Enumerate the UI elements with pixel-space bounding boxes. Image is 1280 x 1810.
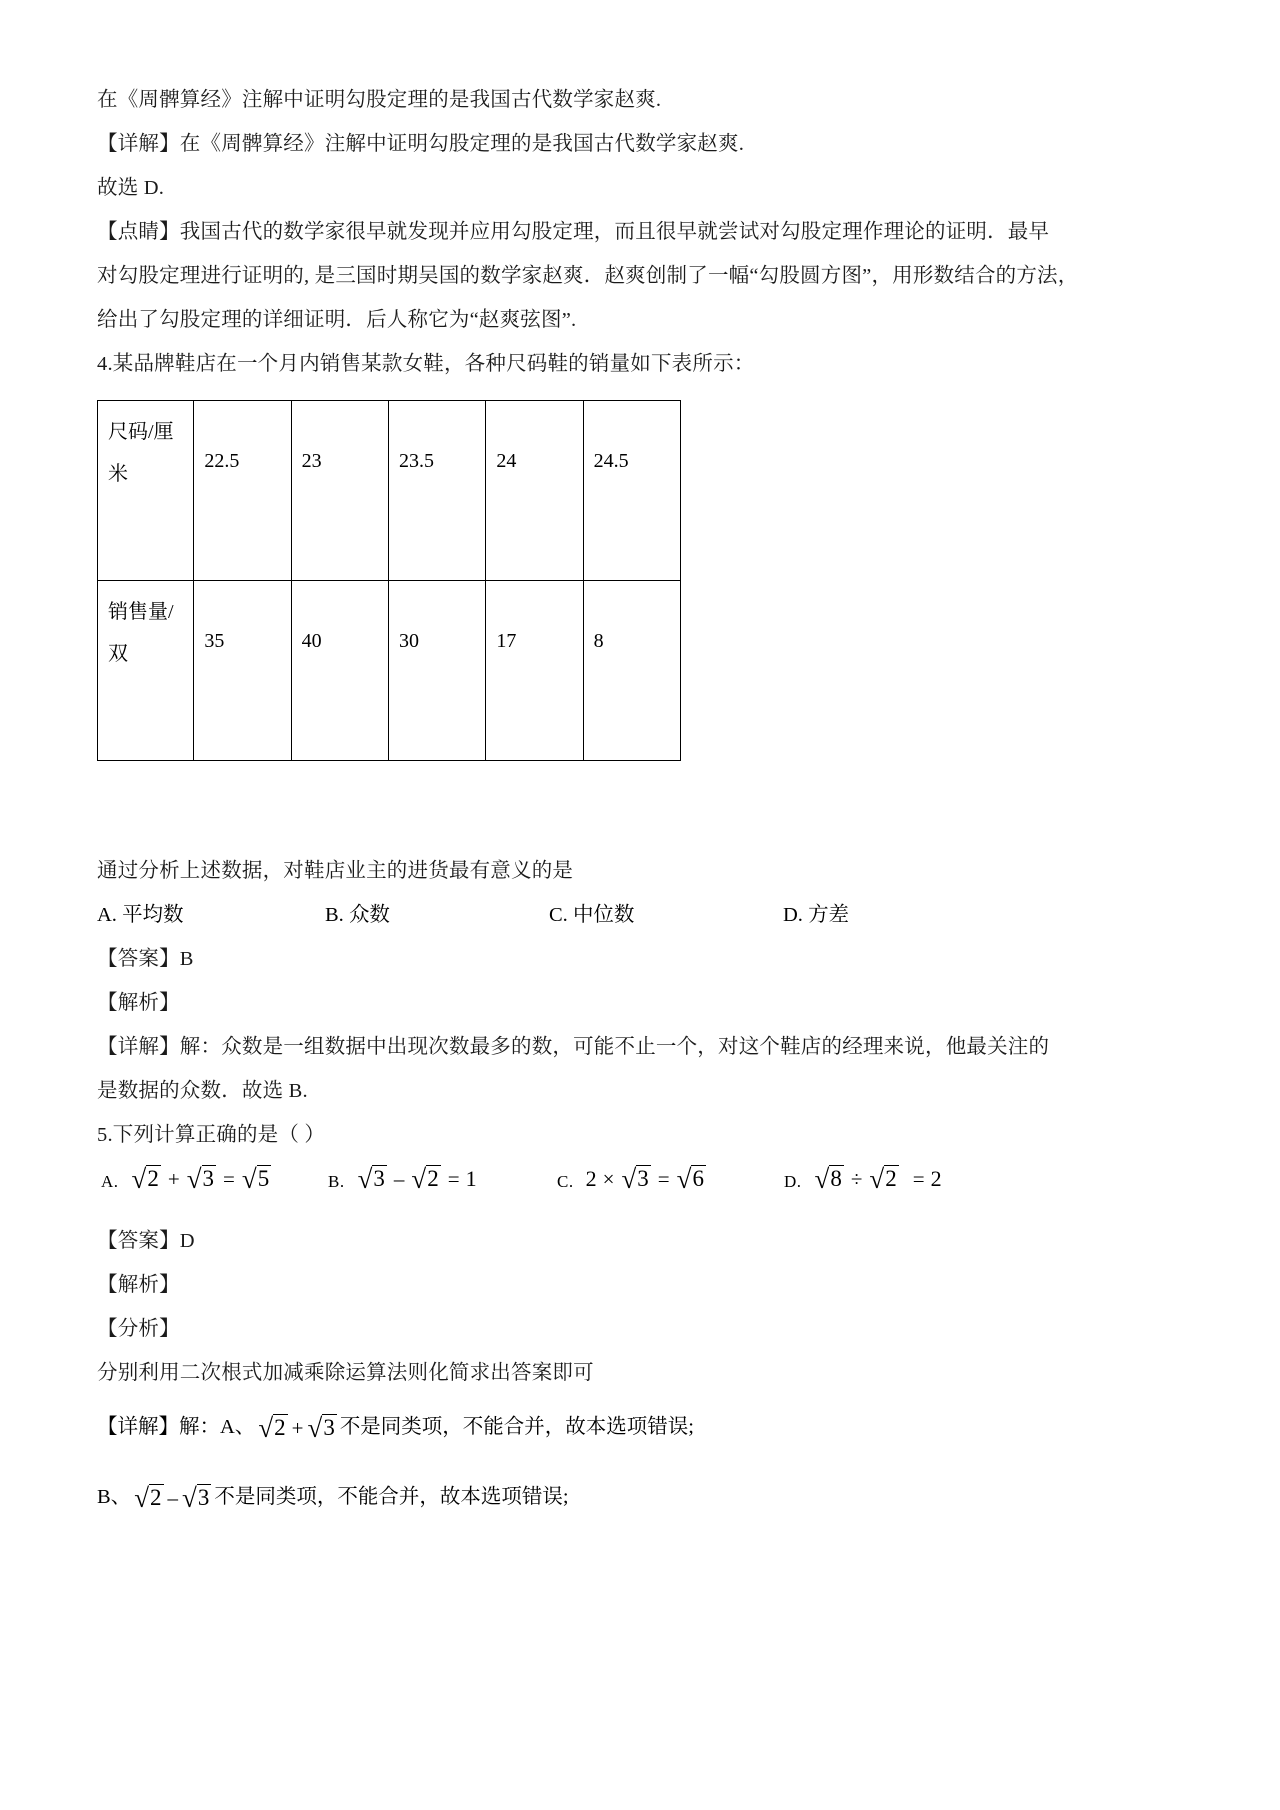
question-5-answer: 【答案】D bbox=[97, 1230, 195, 1252]
table-cell-sales-3: 30 bbox=[388, 581, 485, 761]
paragraph-answer-d: 故选 D. bbox=[97, 177, 165, 199]
choice-4-d bbox=[783, 893, 849, 937]
choice-5-d-op: ÷ bbox=[850, 1167, 863, 1191]
detail-a-radicand-2: 3 bbox=[323, 1415, 335, 1440]
question-4-detail-line-2: 是数据的众数．故选 B. bbox=[97, 1080, 308, 1102]
choice-5-c-op: × bbox=[602, 1167, 615, 1191]
table-row-sales bbox=[98, 581, 681, 761]
table-cell-size-2: 23 bbox=[291, 401, 388, 581]
table-header-sales bbox=[98, 581, 194, 761]
question-5-detail-a bbox=[97, 1401, 1057, 1453]
choice-5-c-lead: 2 bbox=[585, 1166, 597, 1191]
choice-4-a bbox=[97, 893, 184, 937]
question-5-detail-a-math bbox=[257, 1403, 338, 1455]
detail-a-op: + bbox=[291, 1416, 304, 1440]
question-5-detail-b-suffix: 不是同类项，不能合并，故本选项错误; bbox=[214, 1486, 569, 1508]
choice-5-a-letter: A. bbox=[101, 1172, 119, 1191]
table-cell-size-5: 24.5 bbox=[583, 401, 680, 581]
detail-a-radicand-1: 2 bbox=[274, 1415, 286, 1440]
sqrt-icon: √ 3 bbox=[307, 1413, 335, 1443]
choice-5-b-letter: B. bbox=[328, 1172, 345, 1191]
choice-4-d-letter: D. bbox=[783, 904, 803, 926]
question-4-analysis-label: 【解析】 bbox=[97, 992, 180, 1014]
choice-5-a-radicand-3: 5 bbox=[257, 1166, 270, 1191]
choice-5-b bbox=[328, 1165, 477, 1193]
choice-5-b-equals: = bbox=[447, 1167, 460, 1191]
sqrt-icon: √ 3 bbox=[186, 1164, 215, 1194]
choice-5-b-value: 1 bbox=[465, 1166, 477, 1191]
choice-4-c-letter: C. bbox=[549, 904, 568, 926]
choice-5-b-radicand-1: 3 bbox=[373, 1166, 385, 1191]
choice-5-d-radicand-2: 2 bbox=[885, 1166, 897, 1191]
question-5-detail-b-prefix: B、 bbox=[97, 1486, 132, 1508]
choice-5-d bbox=[784, 1165, 942, 1193]
question-5-choices bbox=[97, 1165, 1057, 1219]
sqrt-icon: √ 2 bbox=[411, 1164, 439, 1194]
choice-5-a-radicand-2: 3 bbox=[202, 1166, 215, 1191]
choice-4-b-text: 众数 bbox=[348, 904, 390, 926]
choice-4-c bbox=[549, 893, 634, 937]
question-5-approach-label: 【分析】 bbox=[97, 1318, 180, 1340]
sqrt-icon: √ 2 bbox=[869, 1164, 897, 1194]
table-cell-size-4: 24 bbox=[486, 401, 583, 581]
table-row-sizes bbox=[98, 401, 681, 581]
choice-4-c-text: 中位数 bbox=[572, 904, 635, 926]
choice-4-d-text: 方差 bbox=[808, 904, 850, 926]
paragraph-zhoubi-1: 在《周髀算经》注解中证明勾股定理的是我国古代数学家赵爽. bbox=[97, 89, 662, 111]
sqrt-icon: √ 2 bbox=[131, 1164, 159, 1194]
choice-5-d-value: 2 bbox=[930, 1166, 942, 1191]
choice-4-b-letter: B. bbox=[325, 904, 344, 926]
document-content bbox=[97, 78, 1079, 1523]
question-4-answer: 【答案】B bbox=[97, 948, 194, 970]
choice-5-a-radicand-1: 2 bbox=[147, 1166, 159, 1191]
detail-b-op: – bbox=[167, 1486, 179, 1510]
question-4-stem: 4.某品牌鞋店在一个月内销售某款女鞋，各种尺码鞋的销量如下表所示： bbox=[97, 353, 755, 375]
sqrt-icon: √ 6 bbox=[676, 1164, 704, 1194]
sqrt-icon: √ 3 bbox=[621, 1164, 649, 1194]
sqrt-icon: √ 8 bbox=[814, 1164, 842, 1194]
paragraph-dianjing-3: 给出了勾股定理的详细证明．后人称它为“赵爽弦图”. bbox=[97, 309, 577, 331]
question-5-detail-b bbox=[97, 1471, 1057, 1523]
paragraph-dianjing-2: 对勾股定理进行证明的, 是三国时期吴国的数学家赵爽．赵爽创制了一幅“勾股圆方图”，用形数结合的方法， bbox=[97, 265, 1079, 287]
choice-5-c-letter: C. bbox=[557, 1172, 574, 1191]
choice-4-a-text: 平均数 bbox=[122, 904, 184, 926]
choice-5-c bbox=[557, 1165, 707, 1193]
choice-5-b-radicand-2: 2 bbox=[427, 1166, 439, 1191]
question-5-detail-b-math bbox=[133, 1473, 212, 1525]
choice-5-c-radicand-1: 3 bbox=[637, 1166, 649, 1191]
sqrt-icon: √ 3 bbox=[182, 1483, 210, 1513]
table-header-size-part2: 米 bbox=[108, 463, 128, 485]
sqrt-icon: √ 2 bbox=[134, 1483, 162, 1513]
choice-5-d-letter: D. bbox=[784, 1172, 802, 1191]
question-5-detail-a-prefix: 【详解】解：A、 bbox=[97, 1416, 256, 1438]
sqrt-icon: √ 3 bbox=[357, 1164, 385, 1194]
sqrt-icon: √ 2 bbox=[258, 1413, 286, 1443]
table-cell-sales-2: 40 bbox=[291, 581, 388, 761]
table-header-sales-part2: 双 bbox=[108, 643, 128, 665]
table-header-size-part1: 尺码/厘 bbox=[108, 421, 174, 443]
detail-b-radicand-1: 2 bbox=[150, 1485, 162, 1510]
sqrt-icon: √ 5 bbox=[241, 1164, 270, 1194]
question-4-choices bbox=[97, 893, 1057, 937]
choice-5-a-op: + bbox=[167, 1167, 180, 1191]
table-cell-sales-1: 35 bbox=[194, 581, 291, 761]
choice-5-c-radicand-2: 6 bbox=[692, 1166, 704, 1191]
table-header-sales-part1: 销售量/ bbox=[108, 601, 174, 623]
question-5-detail-a-suffix: 不是同类项，不能合并，故本选项错误; bbox=[339, 1416, 695, 1438]
question-4-prompt: 通过分析上述数据，对鞋店业主的进货最有意义的是 bbox=[97, 860, 574, 882]
choice-5-c-equals: = bbox=[657, 1167, 670, 1191]
question-5-stem: 5.下列计算正确的是（ ） bbox=[97, 1124, 326, 1146]
choice-5-b-op: – bbox=[393, 1167, 405, 1191]
table-cell-sales-5: 8 bbox=[583, 581, 680, 761]
choice-5-a-equals: = bbox=[223, 1167, 235, 1191]
table-cell-sales-4: 17 bbox=[486, 581, 583, 761]
paragraph-dianjing-1: 【点睛】我国古代的数学家很早就发现并应用勾股定理，而且很早就尝试对勾股定理作理论的证明．最早 bbox=[97, 221, 1050, 243]
table-cell-size-3: 23.5 bbox=[388, 401, 485, 581]
shoe-sales-table bbox=[97, 400, 681, 761]
question-4-detail-line-1: 【详解】解：众数是一组数据中出现次数最多的数，可能不止一个，对这个鞋店的经理来说，他最关注的 bbox=[97, 1036, 1050, 1058]
choice-5-a bbox=[101, 1165, 272, 1193]
paragraph-detail-1: 【详解】在《周髀算经》注解中证明勾股定理的是我国古代数学家赵爽. bbox=[97, 133, 745, 155]
choice-4-b bbox=[325, 893, 390, 937]
detail-b-radicand-2: 3 bbox=[197, 1485, 210, 1510]
choice-5-d-equals: = bbox=[912, 1167, 925, 1191]
table-header-size bbox=[98, 401, 194, 581]
table-cell-size-1: 22.5 bbox=[194, 401, 291, 581]
choice-5-d-radicand-1: 8 bbox=[830, 1166, 842, 1191]
question-5-analysis-label: 【解析】 bbox=[97, 1274, 180, 1296]
choice-4-a-letter: A. bbox=[97, 904, 117, 926]
question-5-approach-text: 分别利用二次根式加减乘除运算法则化简求出答案即可 bbox=[97, 1362, 594, 1384]
